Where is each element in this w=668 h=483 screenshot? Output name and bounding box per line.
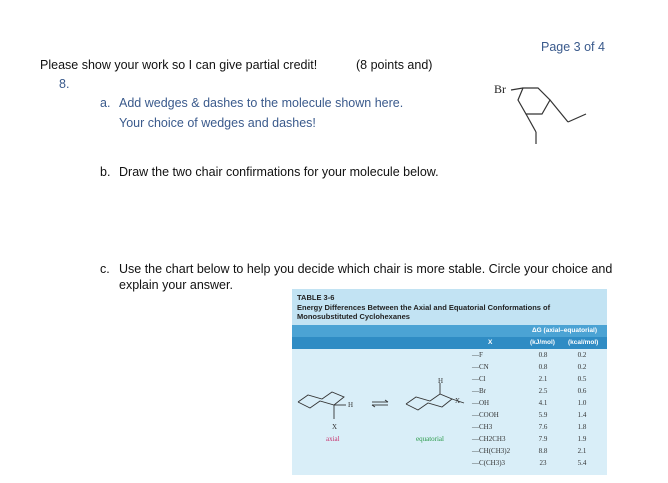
table-row-kj: 4.1 — [538, 399, 548, 407]
table-row-x: —C(CH3)3 — [472, 459, 506, 467]
table-row-x: —Br — [472, 387, 486, 395]
instructions-header: Please show your work so I can give partial credit! — [40, 58, 318, 72]
table-row-kj: 5.9 — [538, 411, 548, 419]
table-subheader-bar — [292, 337, 607, 349]
page-number: Page 3 of 4 — [541, 40, 605, 54]
table-group-header: ΔG (axial–equatorial) — [532, 327, 597, 334]
equatorial-label: equatorial — [416, 435, 444, 443]
axial-h-label: H — [348, 401, 354, 409]
axial-x-label: X — [332, 423, 338, 431]
table-row-kcal: 0.2 — [577, 351, 587, 359]
molecule-br-label: Br — [494, 82, 506, 96]
table-row-kcal: 1.0 — [577, 399, 587, 407]
part-a-line-1: Add wedges & dashes to the molecule shown here. — [119, 96, 404, 110]
table-row-kcal: 1.9 — [577, 435, 587, 443]
table-row-x: —CH(CH3)2 — [472, 447, 511, 455]
part-c-line-2: explain your answer. — [119, 278, 233, 292]
axial-label: axial — [326, 435, 340, 443]
table-row-kj: 7.6 — [538, 423, 548, 431]
table-row-kj: 8.8 — [538, 447, 548, 455]
part-c-marker: c. — [100, 262, 110, 276]
table-row-kcal: 2.1 — [577, 447, 587, 455]
part-a-line-2: Your choice of wedges and dashes! — [119, 116, 316, 130]
table-row-x: —COOH — [472, 411, 499, 419]
part-a-marker: a. — [100, 96, 111, 110]
molecule-structure — [480, 74, 600, 154]
table-row-x: —CH2CH3 — [472, 435, 506, 443]
table-col-kj: (kJ/mol) — [530, 339, 555, 346]
table-row-kcal: 0.6 — [577, 387, 587, 395]
table-row-kj: 23 — [539, 459, 547, 467]
table-row-kj: 7.9 — [538, 435, 548, 443]
table-row-x: —OH — [472, 399, 490, 407]
chair-equilibrium-diagram — [292, 369, 472, 439]
table-row-kcal: 1.8 — [577, 423, 587, 431]
table-row-kcal: 1.4 — [577, 411, 587, 419]
table-title: Energy Differences Between the Axial and Equatorial Conformations of Monosubstituted Cyclohexanes — [297, 303, 551, 321]
table-row-kcal: 0.2 — [577, 363, 587, 371]
equatorial-h-label: H — [438, 377, 444, 385]
table-row-kcal: 5.4 — [577, 459, 587, 467]
table-row-kj: 2.1 — [538, 375, 548, 383]
part-b-marker: b. — [100, 165, 111, 179]
table-row-kj: 0.8 — [538, 351, 548, 359]
table-label: TABLE 3-6 — [297, 293, 335, 302]
table-col-kcal: (kcal/mol) — [568, 339, 599, 346]
equatorial-x-label: X — [455, 397, 461, 405]
energy-table — [292, 289, 607, 475]
table-row-kj: 0.8 — [538, 363, 548, 371]
table-row-x: —Cl — [472, 375, 486, 383]
part-c-line-1: Use the chart below to help you decide which chair is more stable. Circle your choice and — [119, 262, 613, 276]
table-row-x: —F — [472, 351, 483, 359]
table-row-kj: 2.5 — [538, 387, 548, 395]
question-number: 8. — [59, 77, 70, 91]
table-row-x: —CN — [472, 363, 489, 371]
table-row-kcal: 0.5 — [577, 375, 587, 383]
points-label: (8 points and) — [356, 58, 433, 72]
part-b-text: Draw the two chair confirmations for your molecule below. — [119, 165, 439, 179]
table-row-x: —CH3 — [472, 423, 493, 431]
table-col-x: X — [488, 339, 493, 346]
